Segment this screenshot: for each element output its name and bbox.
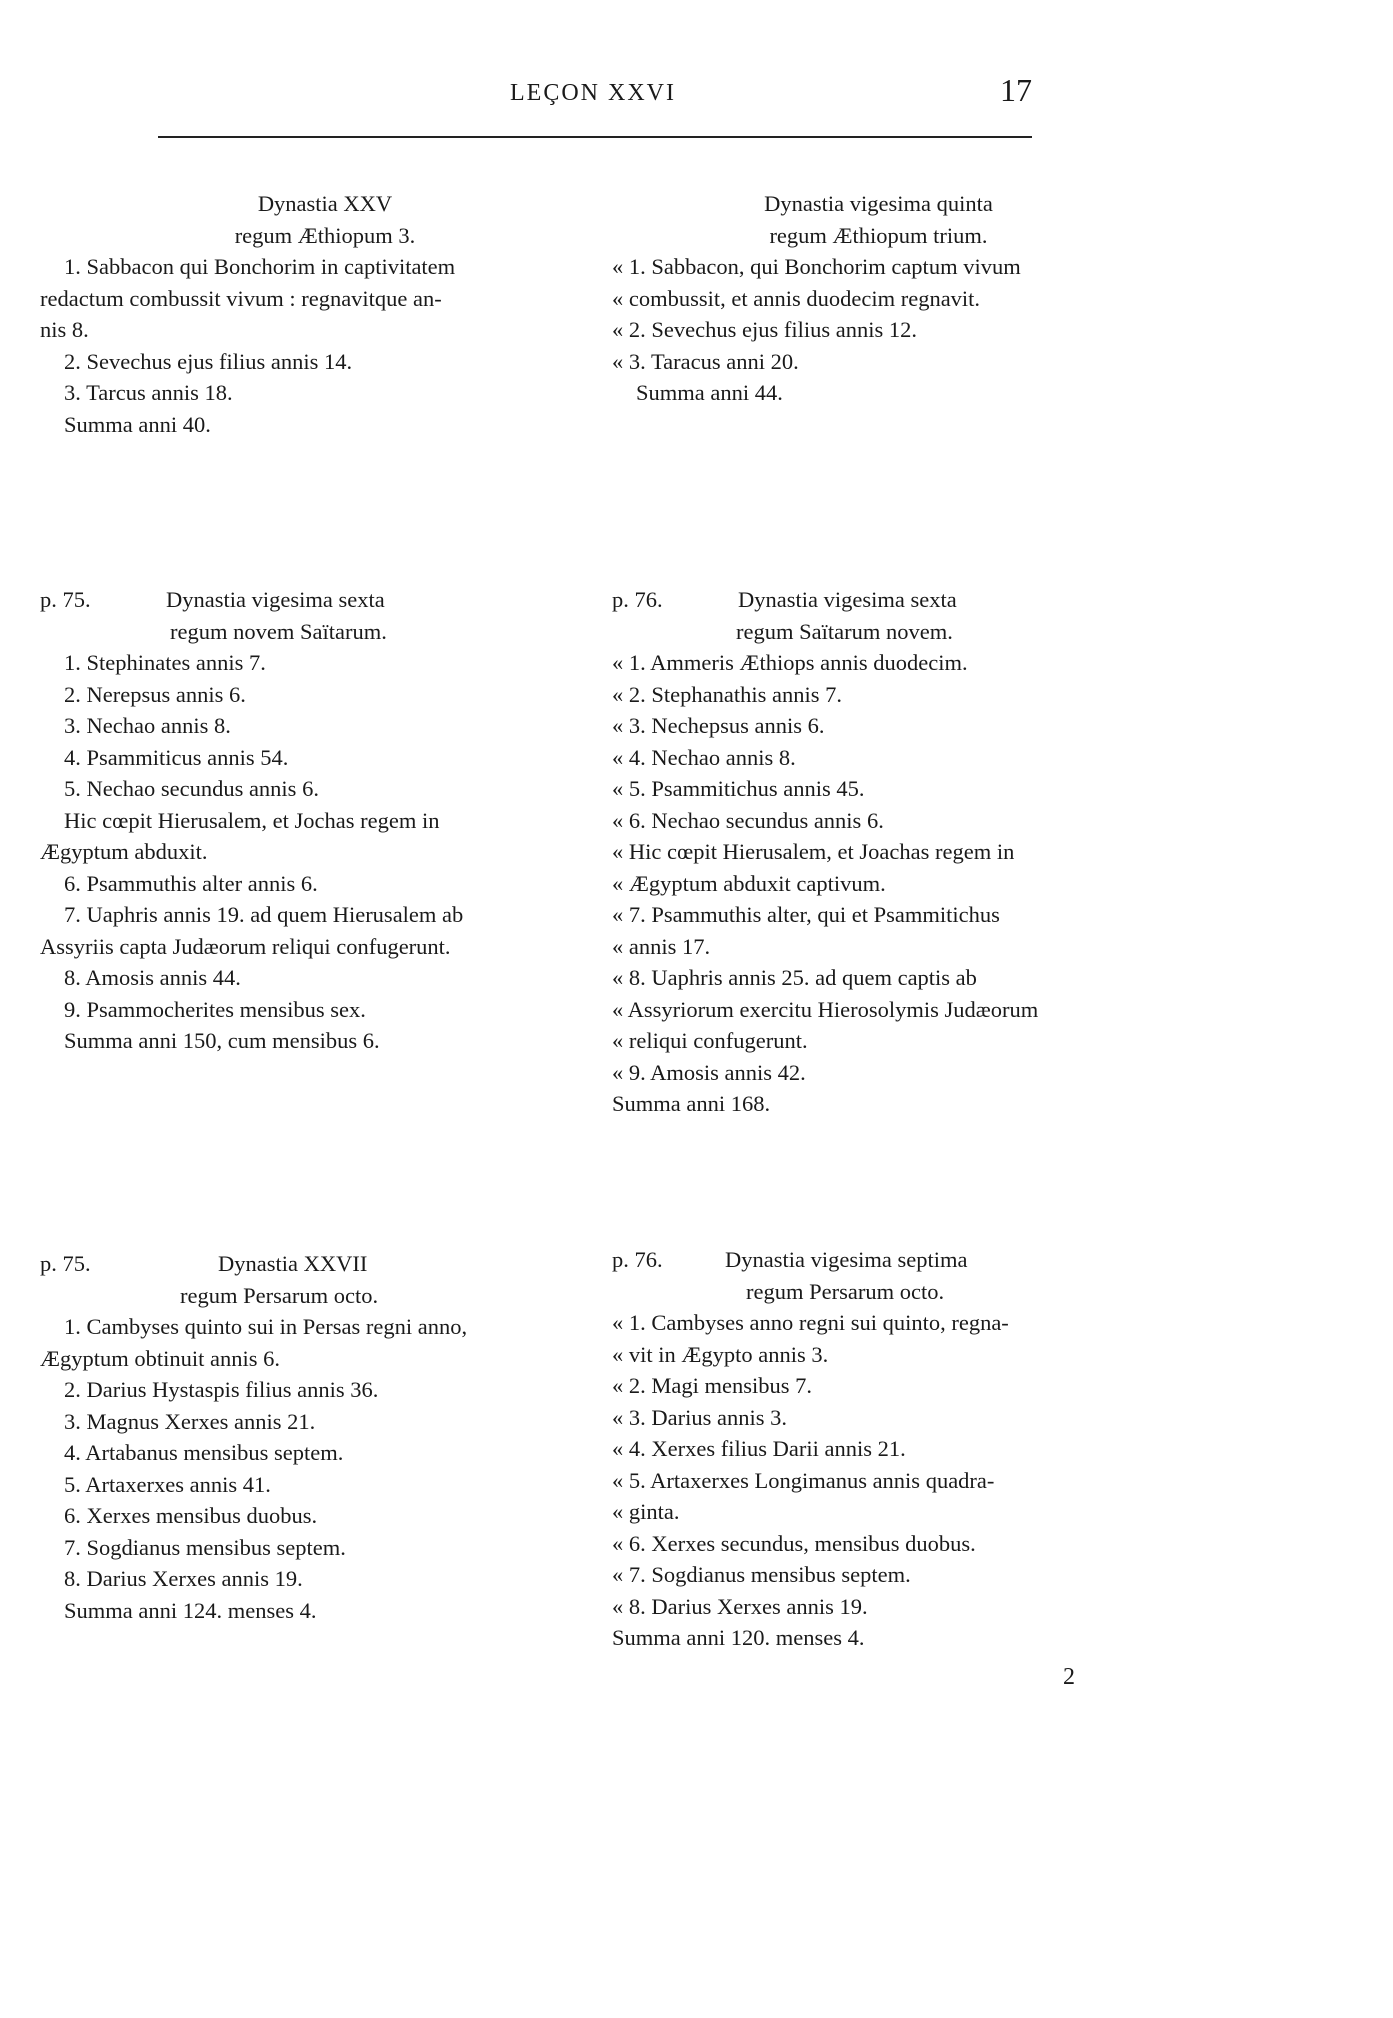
entry-line: 5. Nechao secundus annis 6. [64,776,319,801]
running-title: LEÇON XXVI [510,80,676,106]
summa-line: Summa anni 44. [636,380,783,405]
heading-text: Dynastia XXVII [218,1251,368,1276]
entry-line: « Assyriorum exercitu Hierosolymis Judæorum [612,996,1039,1022]
summa-line: Summa anni 120. menses 4. [612,1625,865,1650]
entry-line: 1. Cambyses quinto sui in Persas regni anno, [64,1314,468,1339]
entry-line: 2. Darius Hystaspis filius annis 36. [64,1377,379,1402]
entry-line: « 4. Nechao annis 8. [612,744,796,770]
heading-line: regum novem Saïtarum. [170,618,387,644]
entry-line: 2. Sevechus ejus filius annis 14. [64,348,353,374]
page-number: 17 [1000,72,1032,108]
page-reference: p. 75. [40,587,91,612]
entry-line: « ginta. [612,1499,680,1524]
entry-line: 3. Tarcus annis 18. [64,380,233,405]
entry-line: « 3. Taracus anni 20. [612,348,799,374]
heading-line [40,584,570,616]
entry-line: 2. Nerepsus annis 6. [64,681,246,707]
entry-line: 3. Nechao annis 8. [64,713,231,738]
entry-line: 1. Sabbacon qui Bonchorim in captivitatem [64,254,456,279]
entry-line: « Ægyptum abduxit captivum. [612,870,886,896]
entry-line: « annis 17. [612,933,711,959]
entry-line: « 4. Xerxes filius Darii annis 21. [612,1436,906,1461]
entry-line: redactum combussit vivum : regnavitque an- [40,285,442,311]
summa-line: Summa anni 150, cum mensibus 6. [64,1028,380,1053]
entry-line: 7. Uaphris annis 19. ad quem Hierusalem ab [64,902,464,927]
entry-line: « 2. Stephanathis annis 7. [612,681,842,707]
entry-line: 8. Amosis annis 44. [64,965,241,990]
entry-line: 7. Sogdianus mensibus septem. [64,1534,346,1560]
entry-line: « 9. Amosis annis 42. [612,1059,806,1085]
summa-line: Summa anni 124. menses 4. [64,1597,317,1623]
dynasty-27-africanus [40,1248,570,1626]
entry-line: Assyriis capta Judæorum reliqui confugerunt. [40,933,451,959]
heading-line [612,1244,1145,1276]
entry-line: « 5. Psammitichus annis 45. [612,776,865,801]
heading-line [40,1248,570,1280]
entry-line: « 2. Magi mensibus 7. [612,1373,812,1398]
dynasty-26-eusebius [612,584,1145,1120]
heading-text: Dynastia vigesima septima [725,1247,968,1272]
entry-line: 1. Stephinates annis 7. [64,650,266,675]
dynasty-25-africanus [40,188,570,440]
heading-line: regum Persarum octo. [180,1282,379,1308]
entry-line: nis 8. [40,317,89,342]
entry-line: 8. Darius Xerxes annis 19. [64,1566,303,1591]
entry-line: « 6. Xerxes secundus, mensibus duobus. [612,1530,976,1556]
dynasty-26-africanus [40,584,570,1057]
entry-line: « 2. Sevechus ejus filius annis 12. [612,317,917,342]
entry-line: « 1. Ammeris Æthiops annis duodecim. [612,650,968,675]
entry-line: « 8. Uaphris annis 25. ad quem captis ab [612,965,977,990]
heading-text: Dynastia vigesima sexta [166,587,385,612]
page-reference: p. 75. [40,1251,91,1276]
heading-line: Dynastia XXV [257,191,393,216]
entry-line: « combussit, et annis duodecim regnavit. [612,285,981,311]
heading-line: regum Saïtarum novem. [736,618,953,644]
summa-line: Summa anni 168. [612,1091,771,1116]
heading-line: Dynastia vigesima quinta [764,191,993,216]
entry-line: Hic cœpit Hierusalem, et Jochas regem in [64,807,440,833]
header-rule [158,136,1032,138]
entry-line: 3. Magnus Xerxes annis 21. [64,1408,316,1434]
entry-line: « 7. Psammuthis alter, qui et Psammitichus [612,902,1000,927]
page-reference: p. 76. [612,1247,663,1272]
dynasty-27-eusebius [612,1244,1145,1654]
entry-line: « reliqui confugerunt. [612,1028,808,1053]
entry-line: « 1. Cambyses anno regni sui quinto, regna- [612,1310,1009,1335]
entry-line: « Hic cœpit Hierusalem, et Joachas regem in [612,839,1015,864]
signature-number: 2 [1063,1664,1075,1690]
entry-line: « 8. Darius Xerxes annis 19. [612,1593,868,1619]
entry-line: 6. Xerxes mensibus duobus. [64,1503,318,1528]
entry-line: « 7. Sogdianus mensibus septem. [612,1562,911,1587]
entry-line: « 6. Nechao secundus annis 6. [612,807,884,833]
entry-line: 5. Artaxerxes annis 41. [64,1471,271,1497]
entry-line: Ægyptum abduxit. [40,839,208,864]
heading-line: regum Æthiopum 3. [234,222,416,248]
entry-line: « 3. Darius annis 3. [612,1404,787,1430]
dynasty-25-eusebius [612,188,1145,409]
heading-line [612,584,1145,616]
heading-line: regum Æthiopum trium. [769,222,988,248]
entry-line: Ægyptum obtinuit annis 6. [40,1345,281,1371]
entry-line: 4. Psammiticus annis 54. [64,744,289,770]
entry-line: « 3. Nechepsus annis 6. [612,713,825,738]
page-reference: p. 76. [612,587,663,612]
entry-line: « 5. Artaxerxes Longimanus annis quadra- [612,1467,995,1493]
entry-line: 6. Psammuthis alter annis 6. [64,870,318,896]
entry-line: « vit in Ægypto annis 3. [612,1341,829,1367]
heading-text: Dynastia vigesima sexta [738,587,957,612]
entry-line: 9. Psammocherites mensibus sex. [64,996,366,1022]
entry-line: « 1. Sabbacon, qui Bonchorim captum vivum [612,254,1021,279]
summa-line: Summa anni 40. [64,411,211,437]
running-header [0,72,1393,122]
heading-line: regum Persarum octo. [746,1278,945,1304]
entry-line: 4. Artabanus mensibus septem. [64,1440,344,1465]
